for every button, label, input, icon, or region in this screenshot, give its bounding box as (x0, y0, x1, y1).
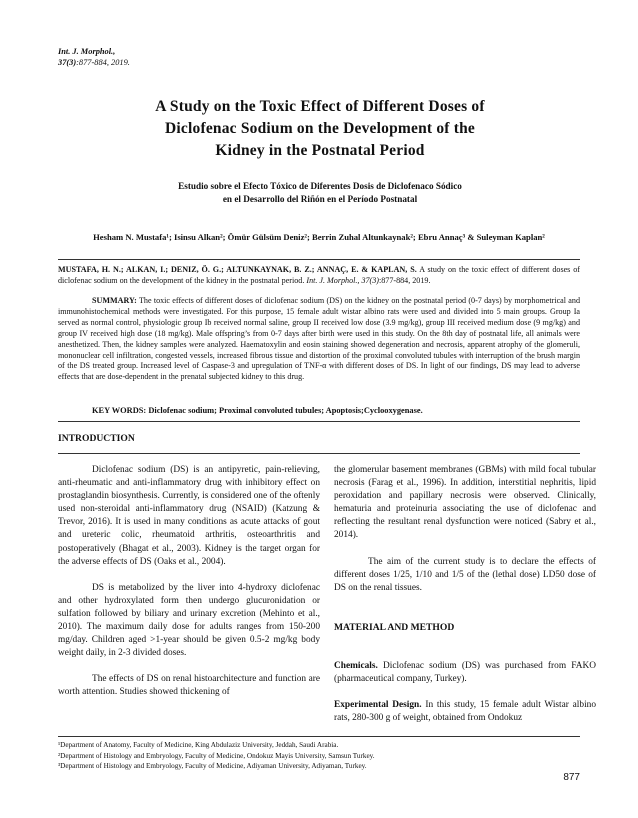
journal-volume: 37(3) (58, 58, 77, 67)
summary-text: The toxic effects of different doses of diclofenac sodium (DS) on the kidney on the postnatal period (0-7 days) by morphometrical and immunohistochemical methods were investigated. For this purpose, 15 female adult wistar albino rats were used and divided into 5 main groups. Group Ia served as normal control, physiologic group Ib received normal saline, group II received low dose (3.9 mg/kg), group III received medium dose (9 mg/kg) and group IV received high dose (18 mg/kg). Male offspring’s from 0-7 days after birth were used in this study. On the 8th day of postnatal life, all animals were anesthetized. Then, the kidney samples were analyzed. Haematoxylin and eosin staining showed degeneration and necrosis, apparent atrophy of the glomeruli, mononuclear cell infiltration, congested vessels, increased fibrous tissue and distortion of the proximal convoluted tubules with interruption of the brush margin of the DS treated group. Increased level of Caspase-3 and upregulation of TNF-α with different doses of DS. In light of our findings, DS may lead to adverse effects that are dose-dependent in the prenatal subjected kidney to this drug. (58, 296, 580, 382)
footnotes (58, 740, 580, 772)
citation-pages: :877-884, 2019. (378, 276, 431, 285)
journal-header (58, 46, 130, 68)
intro-divider (58, 453, 580, 454)
journal-name: Int. J. Morphol., (58, 47, 116, 56)
top-divider (58, 259, 580, 260)
subtitle-line-2: en el Desarrollo del Riñón en el Período Postnatal (222, 194, 418, 204)
left-column (58, 464, 320, 700)
footnote-divider (58, 736, 580, 737)
keywords-text: Diclofenac sodium; Proximal convoluted tubules; Apoptosis;Cyclooxygenase. (146, 406, 423, 415)
footnote: ¹Department of Anatomy, Faculty of Medicine, King Abdulaziz University, Jeddah, Saudi Arabia. (58, 741, 339, 749)
citation (58, 264, 580, 286)
experimental-design-text: In this study, 15 female adult Wistar albino rats, 280-300 g of weight, obtained from Ondokuz (334, 700, 597, 724)
subtitle-line-1: Estudio sobre el Efecto Tóxico de Diferentes Dosis de Diclofenaco Sódico (178, 181, 462, 191)
paragraph: DS is metabolized by the liver into 4-hydroxy diclofenac and other hydroxylated form then undergo glucuronidation or sulfation followed by biliary and urinary excretion (Mehinto et al., 2010). The maximum daily dose for adults ranges from 150-200 mg/day. Children aged >1-year should be given 0.5-2 mg/kg body weight daily, in 2-3 divided doses. (58, 582, 320, 659)
keywords (92, 405, 580, 416)
paragraph: Diclofenac sodium (DS) is an antipyretic, pain-relieving, anti-rheumatic and anti-inflammatory drug with inhibitory effect on prostaglandin biosynthesis. Currently, is considered one of the oftenly used non-steroidal anti-inflammatory drug (NSAID) (Katzung & Trevor, 2016). It is used in many conditions as acute attacks of gout and ureteric colic, rheumatoid arthritis, osteoarthritis and postoperatively (Bhagat et al., 2003). Kidney is the target organ for the adverse effects of DS (Oaks et al., 2004). (58, 465, 320, 567)
abstract-divider (58, 421, 580, 422)
chemicals-text: Diclofenac sodium (DS) was purchased from FAKO (pharmaceutical company, Turkey). (334, 660, 596, 685)
section-heading-introduction: INTRODUCTION (58, 433, 135, 444)
title-line-1: A Study on the Toxic Effect of Different Doses of (155, 98, 485, 115)
chemicals-label: Chemicals. (334, 660, 378, 671)
title-line-2: Diclofenac Sodium on the Development of the (165, 120, 475, 137)
section-heading-methods: MATERIAL AND METHOD (334, 621, 455, 633)
journal-pages: :877-884, 2019. (76, 58, 130, 67)
citation-authors: MUSTAFA, H. N.; ALKAN, I.; DENIZ, Ö. G.; ALTUNKAYNAK, B. Z.; ANNAÇ, E. & KAPLAN, S. (58, 265, 417, 274)
summary-label: SUMMARY: (92, 296, 137, 305)
citation-journal: Int. J. Morphol., 37(3) (306, 276, 379, 285)
paragraph: The effects of DS on renal histoarchitecture and function are worth attention. Studies showed thickening of (58, 674, 320, 698)
paragraph: the glomerular basement membranes (GBMs) with mild focal tubular necrosis (Farag et al., 1996). In addition, interstitial nephritis, lipid peroxidation and papillary necrosis were observed. Clinically, hematuria and proteinuria associating the use of diclofenac and reflecting the resultant renal dysfunction were noticed (Sabry et al., 2014). (334, 465, 596, 541)
abstract (58, 296, 580, 383)
article-title (100, 96, 540, 162)
spanish-title (100, 180, 540, 206)
citation-text: A study on the toxic effect of different doses of diclofenac sodium on the development of the kidney in the postnatal period. (58, 265, 580, 285)
author-list: Hesham N. Mustafa¹; Isinsu Alkan²; Ömür Gülsüm Deniz²; Berrin Zuhal Altunkaynak²; Ebru Annaç³ & Suleyman Kaplan² (93, 232, 545, 242)
right-column (334, 464, 596, 725)
footnote: ²Department of Histology and Embryology, Faculty of Medicine, Ondokuz Mayis University, Samsun Turkey. (58, 751, 375, 760)
keywords-label: KEY WORDS: (92, 406, 147, 415)
paragraph: The aim of the current study is to declare the effects of different doses 1/25, 1/10 and 1/5 of the (lethal dose) LD50 dose of DS on the renal tissues. (334, 556, 596, 593)
experimental-design-label: Experimental Design. (334, 700, 422, 711)
footnote: ³Department of Histology and Embryology, Faculty of Medicine, Adiyaman University, Adiyaman, Turkey. (58, 762, 367, 771)
page-number: 877 (563, 772, 580, 783)
title-line-3: Kidney in the Postnatal Period (215, 142, 425, 159)
